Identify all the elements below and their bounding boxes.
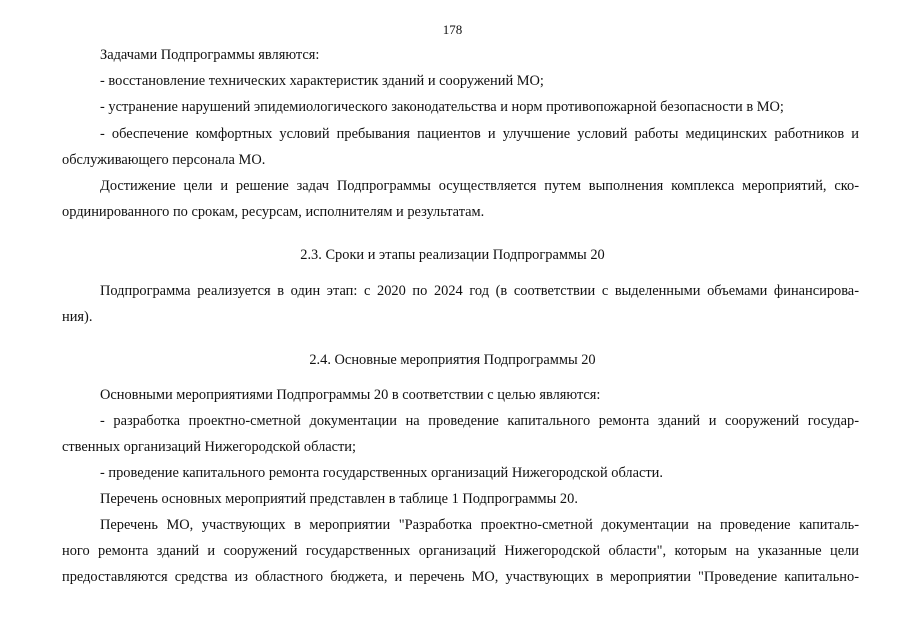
mo-paragraph-line-3: предоставляются средства из областного бюджета, и перечень МО, участвующих в мероприятии "Проведение капитально- <box>62 569 859 585</box>
tasks-item-1: - восстановление технических характеристик зданий и сооружений МО; <box>100 73 544 89</box>
section-2-4-item-1-line-2: ственных организаций Нижегородской области; <box>62 439 357 455</box>
tasks-item-2: - устранение нарушений эпидемиологического законодательства и норм противопожарной безопасности в МО; <box>100 99 784 115</box>
page-number: 178 <box>442 22 463 37</box>
section-2-3-text-line-2: ния). <box>62 309 93 325</box>
section-2-3-text-line-1: Подпрограмма реализуется в один этап: с 2020 по 2024 год (в соответствии с выделенными объемами финансирова- <box>100 283 859 299</box>
section-2-3-heading: 2.3. Сроки и этапы реализации Подпрограммы 20 <box>300 247 605 263</box>
tasks-item-3-line-2: обслуживающего персонала МО. <box>62 152 266 168</box>
goal-line-1: Достижение цели и решение задач Подпрограммы осуществляется путем выполнения комплекса мероприятий, ско- <box>100 178 859 194</box>
mo-paragraph-line-1: Перечень МО, участвующих в мероприятии "Разработка проектно-сметной документации на проведение капиталь- <box>100 517 859 533</box>
section-2-4-list-reference: Перечень основных мероприятий представлен в таблице 1 Подпрограммы 20. <box>100 491 578 507</box>
mo-paragraph-line-2: ного ремонта зданий и сооружений государственных организаций Нижегородской области", которым на указанные цели <box>62 543 859 559</box>
tasks-item-3-line-1: - обеспечение комфортных условий пребывания пациентов и улучшение условий работы медицинских работников и <box>100 126 859 142</box>
section-2-4-item-1-line-1: - разработка проектно-сметной документации на проведение капитального ремонта зданий и сооружений государ- <box>100 413 859 429</box>
section-2-4-heading: 2.4. Основные мероприятия Подпрограммы 20 <box>309 352 596 368</box>
section-2-4-item-2: - проведение капитального ремонта государственных организаций Нижегородской области. <box>100 465 663 481</box>
section-2-4-intro: Основными мероприятиями Подпрограммы 20 в соответствии с целью являются: <box>100 387 601 403</box>
tasks-intro: Задачами Подпрограммы являются: <box>100 47 320 63</box>
goal-line-2: ординированного по срокам, ресурсам, исполнителям и результатам. <box>62 204 485 220</box>
